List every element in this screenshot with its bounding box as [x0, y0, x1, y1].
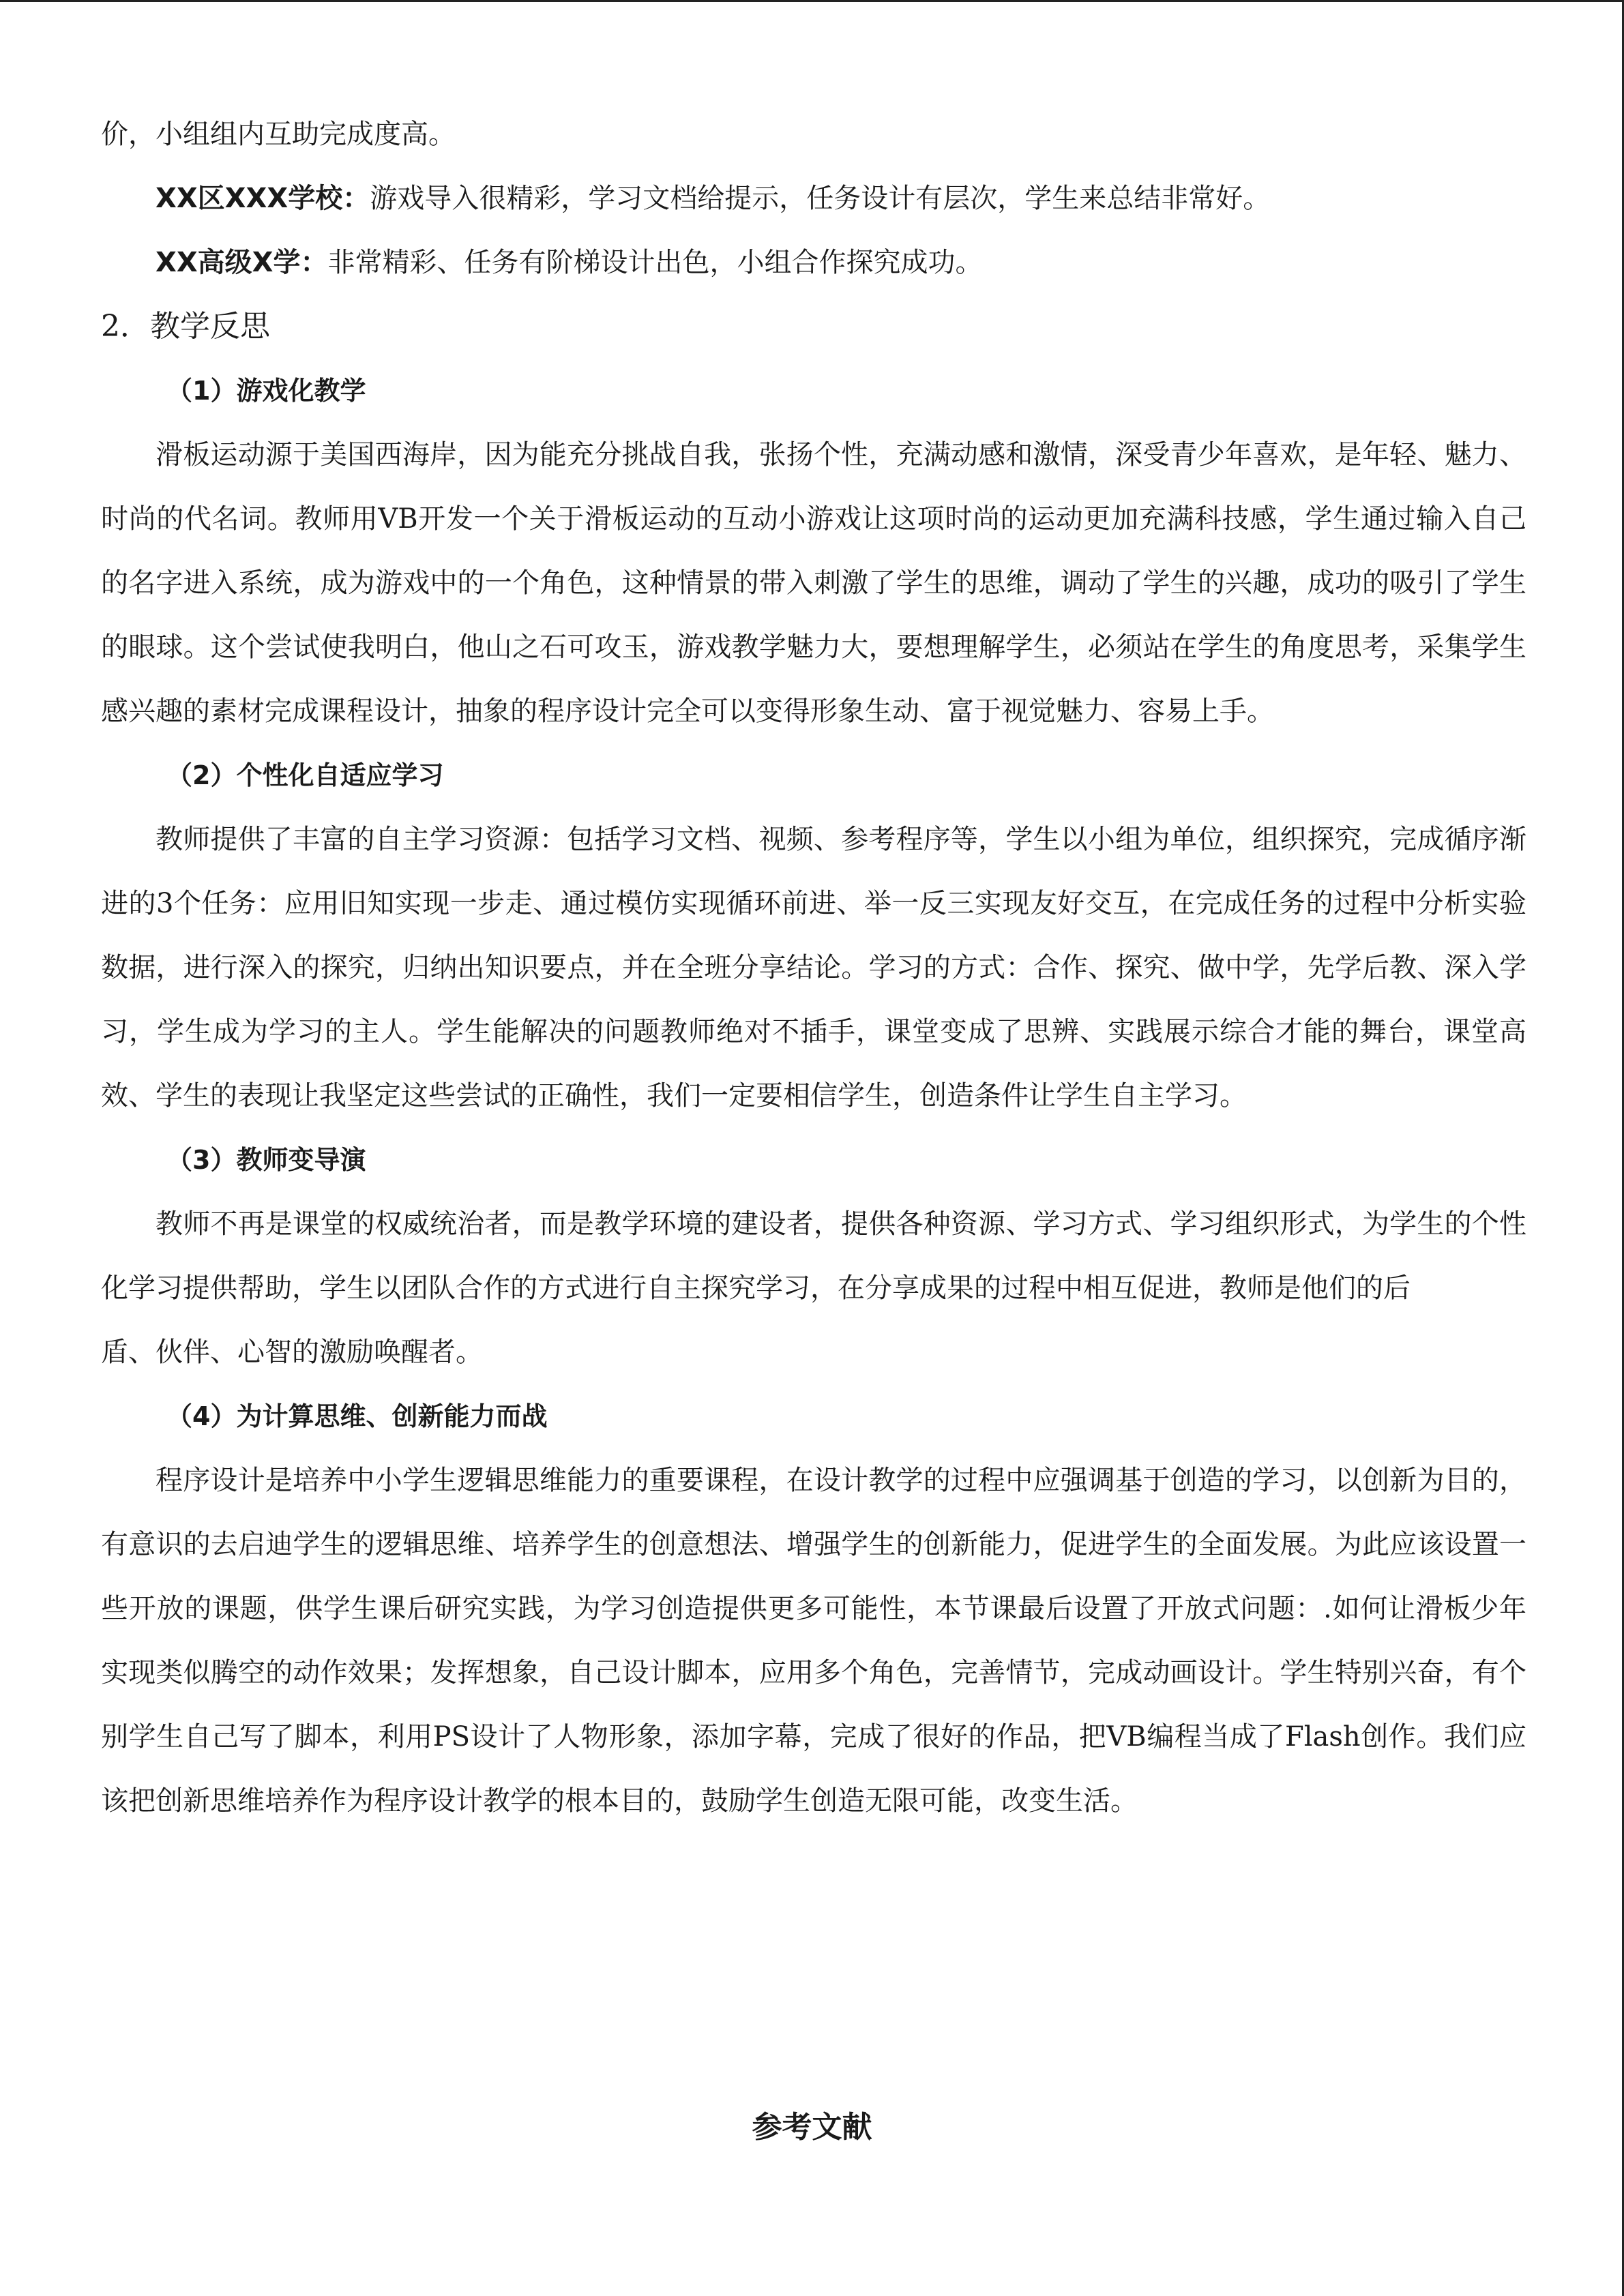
review-school-name: XX高级X学： — [156, 247, 328, 278]
paragraph-adaptive-learning: 教师提供了丰富的自主学习资源：包括学习文档、视频、参考程序等，学生以小组为单位，组织探究，完成循序渐进的3个任务：应用旧知实现一步走、通过模仿实现循环前进、举一反三实现友好交互，在完成任务的过程中分析实验数据，进行深入的探究，归纳出知识要点，并在全班分享结论。学习的方式：合作、探究、做中学，先学后教、深入学习，学生成为学习的主人。学生能解决的问题教师绝对不插手，课堂变成了思辨、实践展示综合才能的舞台，课堂高效、学生的表现让我坚定这些尝试的正确性，我们一定要相信学生，创造条件让学生自主学习。 — [101, 824, 1526, 1112]
review-comment: 游戏导入很精彩，学习文档给提示，任务设计有层次，学生来总结非常好。 — [370, 183, 1271, 214]
subsection-heading-teacher-director: （3）教师变导演 — [166, 1145, 366, 1175]
page-top-border — [0, 0, 1624, 2]
review-school-2 — [101, 230, 1526, 295]
intro-continuation: 价，小组组内互助完成度高。 — [101, 119, 456, 150]
references-title: 参考文献 — [752, 2110, 872, 2145]
subsection-heading-adaptive-learning: （2）个性化自适应学习 — [166, 760, 444, 790]
paragraph-teacher-director: 教师不再是课堂的权威统治者，而是教学环境的建设者，提供各种资源、学习方式、学习组织形式，为学生的个性化学习提供帮助，学生以团队合作的方式进行自主探究学习，在分享成果的过程中相互促进，教师是他们的后 — [101, 1208, 1526, 1304]
review-school-name: XX区XXX学校： — [156, 183, 370, 214]
subsection-heading-gamification: （1）游戏化教学 — [166, 376, 366, 406]
document-page — [101, 102, 1526, 1833]
review-school-1 — [101, 166, 1526, 230]
section-heading-reflection: 2．教学反思 — [101, 309, 270, 344]
review-comment: 非常精彩、任务有阶梯设计出色，小组合作探究成功。 — [327, 247, 983, 278]
paragraph-computational-thinking: 程序设计是培养中小学生逻辑思维能力的重要课程，在设计教学的过程中应强调基于创造的学习，以创新为目的，有意识的去启迪学生的逻辑思维、培养学生的创意想法、增强学生的创新能力，促进学生的全面发展。为此应该设置一些开放的课题，供学生课后研究实践，为学习创造提供更多可能性，本节课最后设置了开放式问题：.如何让滑板少年实现类似腾空的动作效果；发挥想象，自己设计脚本，应用多个角色，完善情节，完成动画设计。学生特别兴奋，有个别学生自己写了脚本，利用PS设计了人物形象，添加字幕，完成了很好的作品，把VB编程当成了Flash创作。我们应该把创新思维培养作为程序设计教学的根本目的，鼓励学生创造无限可能，改变生活。 — [101, 1465, 1526, 1817]
paragraph-gamification: 滑板运动源于美国西海岸，因为能充分挑战自我，张扬个性，充满动感和激情，深受青少年喜欢，是年轻、魅力、时尚的代名词。教师用VB开发一个关于滑板运动的互动小游戏让这项时尚的运动更加充满科技感，学生通过输入自己的名字进入系统，成为游戏中的一个角色，这种情景的带入刺激了学生的思维，调动了学生的兴趣，成功的吸引了学生的眼球。这个尝试使我明白，他山之石可攻玉，游戏教学魅力大，要想理解学生，必须站在学生的角度思考，采集学生感兴趣的素材完成课程设计，抽象的程序设计完全可以变得形象生动、富于视觉魅力、容易上手。 — [101, 439, 1526, 727]
paragraph-teacher-director-cont: 盾、伙伴、心智的激励唤醒者。 — [101, 1337, 483, 1368]
subsection-heading-computational-thinking: （4）为计算思维、创新能力而战 — [166, 1401, 548, 1431]
